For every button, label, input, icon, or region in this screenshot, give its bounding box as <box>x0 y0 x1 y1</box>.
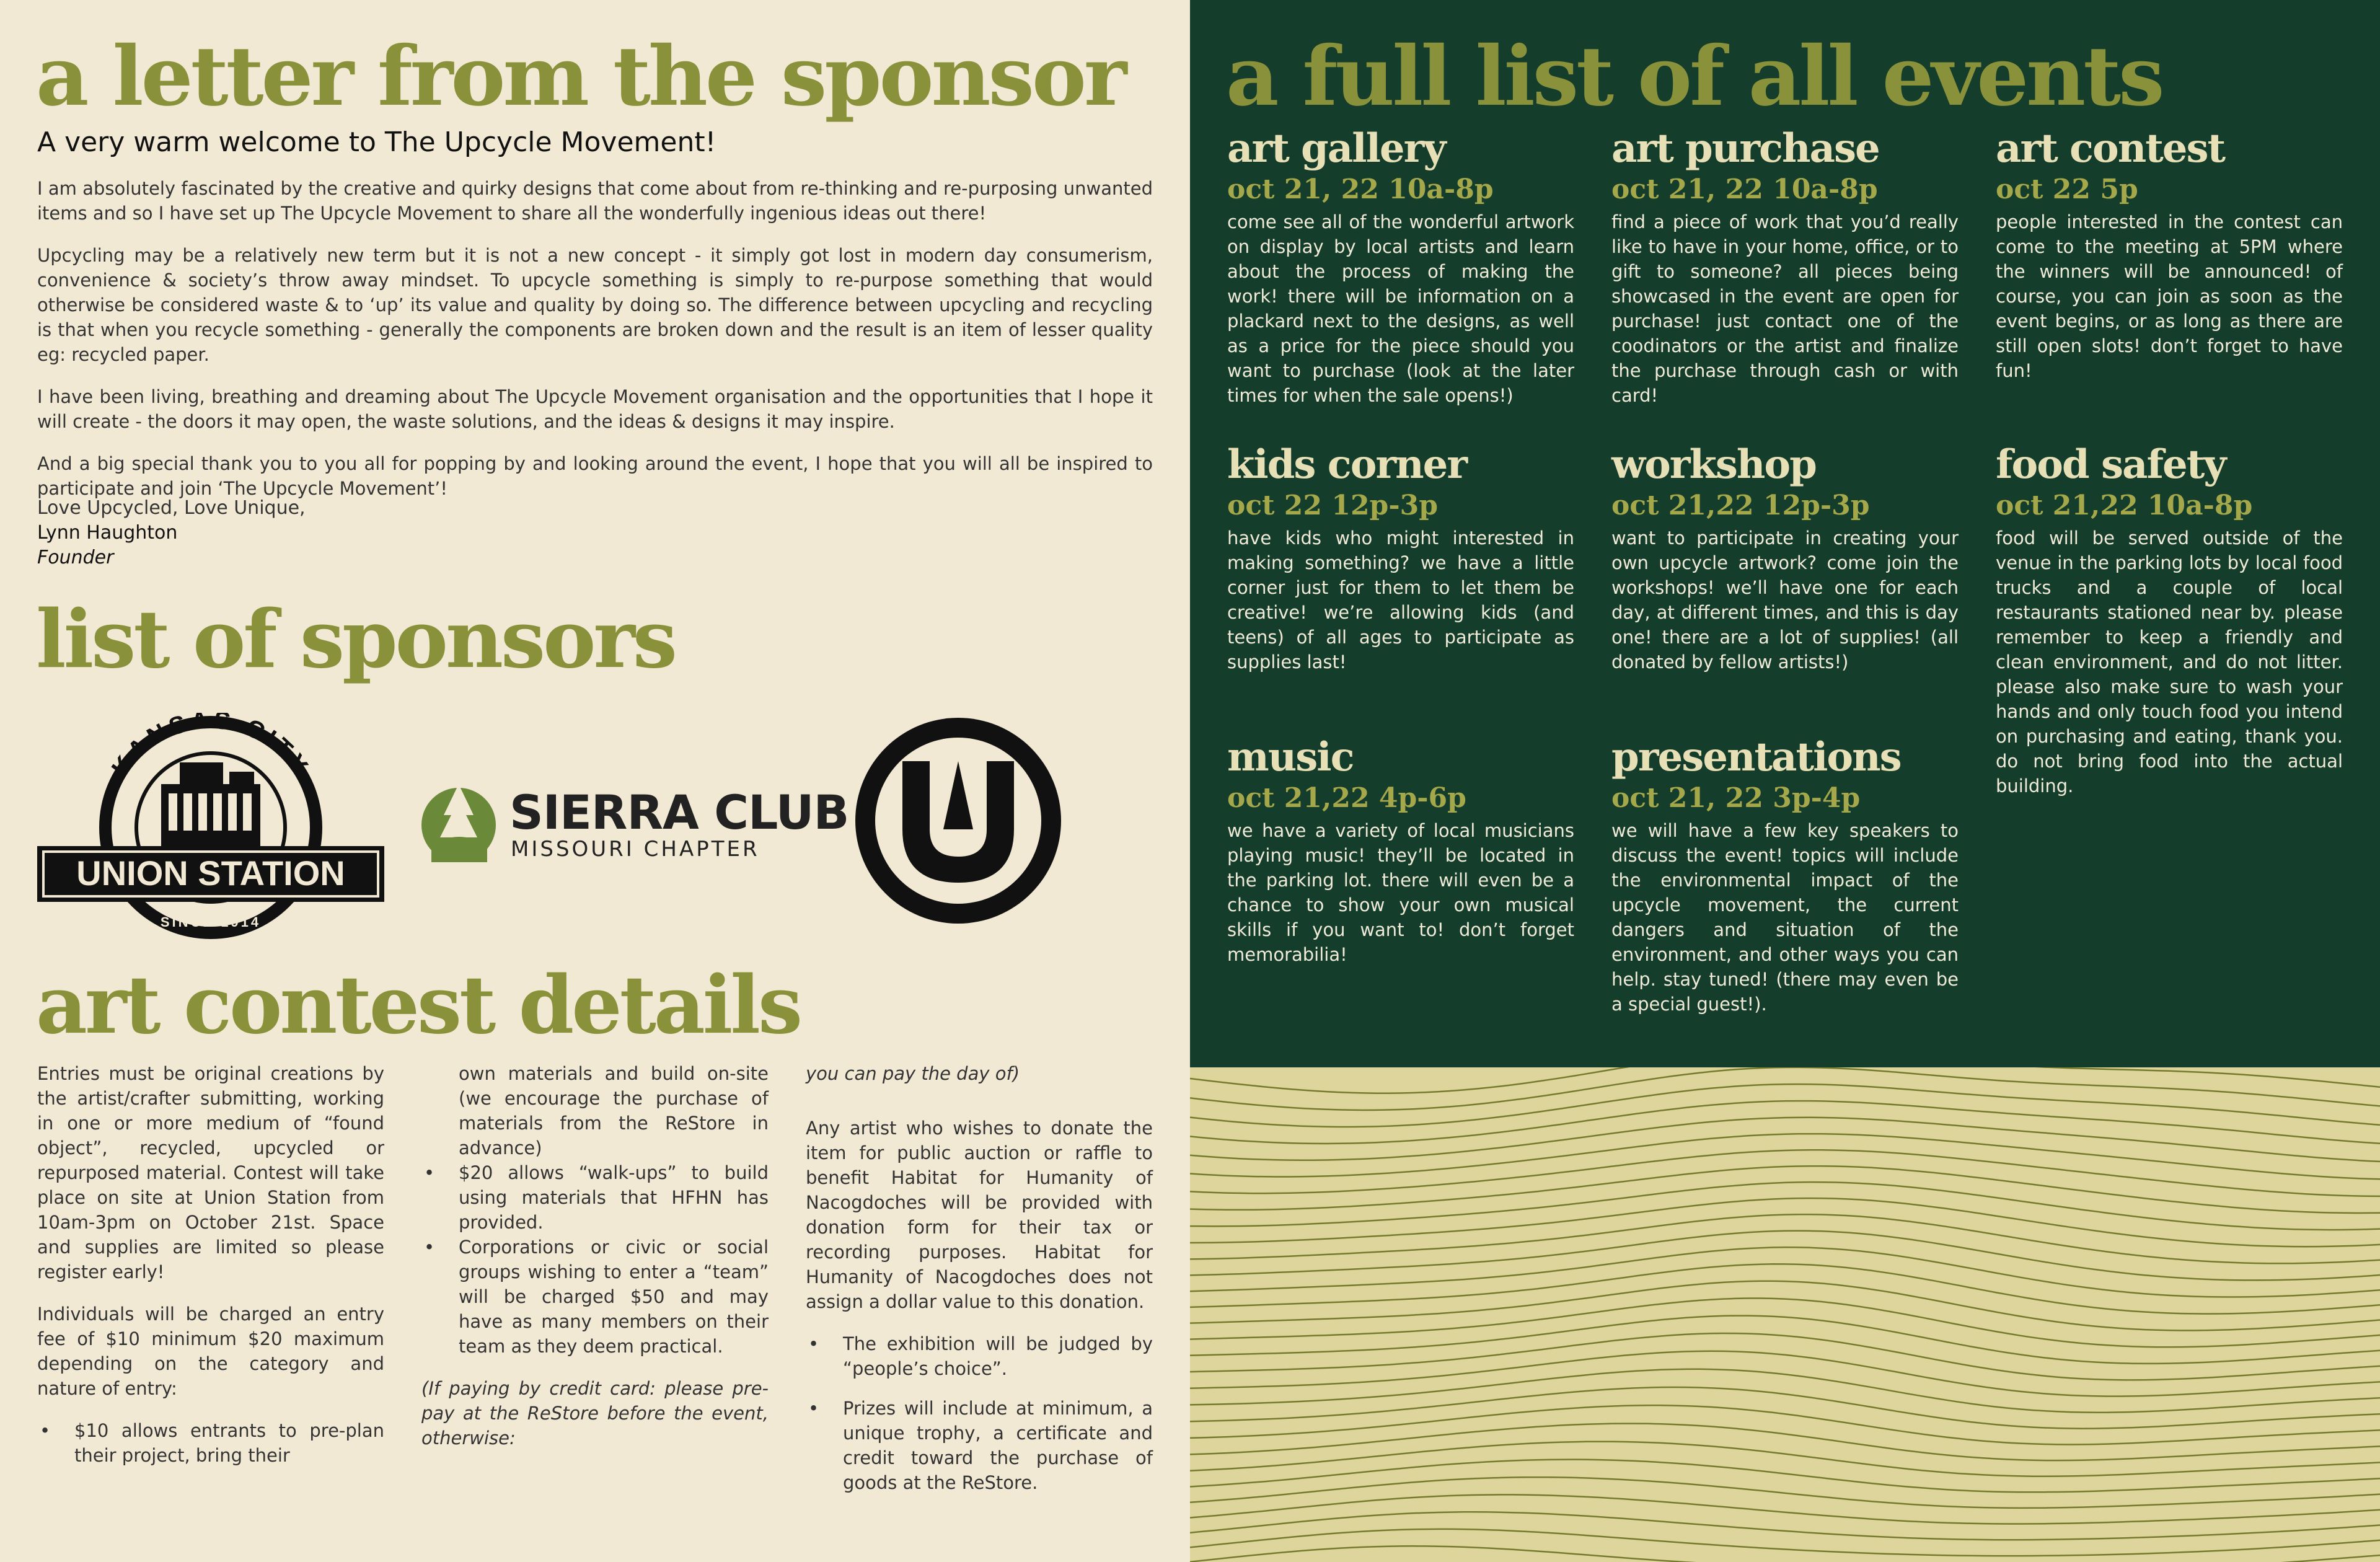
events-heading: a full list of all events <box>1226 29 2162 125</box>
wave-line <box>1190 1424 2380 1461</box>
upcycle-u-icon <box>855 697 1061 945</box>
event-description: we have a variety of local musicians playing music! they’ll be located in the parking lot. there will even be a chance to show your own musical skills if you want to! don’t forget memorabilia! <box>1227 820 1574 965</box>
event-description: come see all of the wonderful artwork on display by local artists and learn about the process of making the work! there will be information on a plackard next to the designs, as well as a price for the piece should you want to purchase (look at the later times for when the sale opens!) <box>1227 211 1574 406</box>
events-panel <box>1190 0 2380 1067</box>
event-title: kids corner <box>1227 441 1467 488</box>
event-time: oct 22 12p-3p <box>1227 490 1438 521</box>
event-time: oct 21, 22 10a-8p <box>1611 174 1878 205</box>
wave-line <box>1190 1134 2380 1179</box>
sierra-club-name: SIERRA CLUB <box>509 785 849 840</box>
letter-paragraph: I have been living, breathing and dreaming about The Upcycle Movement organisation and the opportunities that I hope it will create - the doors it may open, the waste solutions, and the ideas & designs it may inspire. <box>37 386 1153 432</box>
contest-paragraph: Entries must be original creations by the artist/crafter submitting, working in one or more medium of “found object”, recycled, upcycled or repurposed material. Contest will take place on site at Union Station from 10am-3pm on October 21st. Space and supplies are limited so please register early! <box>37 1063 384 1282</box>
letter-paragraph: And a big special thank you to you all for popping by and looking around the event, I hope that you will all be inspired to participate and join ‘The Upcycle Movement’! <box>37 453 1153 499</box>
welcome-text: A very warm welcome to The Upcycle Movement! <box>37 126 716 158</box>
wave-line <box>1190 1264 2380 1313</box>
event-description: food will be served outside of the venue in the parking lots by local food trucks and a couple of local restaurants stationed near by. please remember to keep a friendly and clean environment, and do not litter. please also make sure to wash your hands and only touch food you intend on purchasing and eating, thank you. do not bring food into the actual building. <box>1996 527 2343 796</box>
letter-heading: a letter from the sponsor <box>36 29 1125 125</box>
wave-line <box>1190 1247 2380 1297</box>
event-description: people interested in the contest can come to the meeting at 5PM where the winners will be announced! of course, you can join as soon as the event begins, or as long as there are still open slots! don’t forget to have fun! <box>1996 211 2343 381</box>
wave-line <box>1190 1546 2380 1562</box>
event-title: music <box>1227 734 1354 780</box>
contest-bullet: • Prizes will include at minimum, a unique trophy, a certificate and credit toward the purchase of goods at the ReStore. <box>806 1396 1153 1495</box>
contest-bullet-list <box>806 1331 1153 1495</box>
union-station-banner: UNION STATION <box>76 854 345 893</box>
contest-column-2 <box>421 1061 769 1468</box>
wave-line <box>1190 1333 2380 1380</box>
event-time: oct 22 5p <box>1996 174 2138 205</box>
event-title: art contest <box>1996 125 2225 172</box>
wave-line <box>1190 1214 2380 1263</box>
sierra-club-chapter: MISSOURI CHAPTER <box>511 837 760 862</box>
event-card <box>1227 126 1574 408</box>
sponsors-heading: list of sponsors <box>36 593 675 686</box>
wave-line <box>1190 1150 2380 1196</box>
contest-bullet: • $10 allows entrants to pre-plan their project, bring their <box>37 1418 384 1468</box>
letter-body <box>37 176 1153 518</box>
event-card <box>1611 735 1959 1017</box>
letter-paragraph: I am absolutely fascinated by the creative and quirky designs that come about from re-thinking and re-purposing unwanted items and so I have set up The Upcycle Movement to share all the wonderfully ingenious ideas out there! <box>37 178 1153 224</box>
event-description: have kids who might interested in making something? we have a little corner just for them to let them be creative! we’re allowing kids (and teens) of all ages to participate as supplies last! <box>1227 527 1574 673</box>
wave-line <box>1190 1494 2380 1524</box>
signoff-line: Love Upcycled, Love Unique, <box>37 497 306 519</box>
event-time: oct 21,22 4p-6p <box>1227 782 1466 814</box>
event-title: art purchase <box>1611 125 1879 172</box>
contest-bullet: • Corporations or civic or social groups wishing to enter a “team” will be charged $50 and may have as many members on their team as they deem practical. <box>421 1235 769 1359</box>
contest-payment-note-cont: you can pay the day of) <box>806 1063 1020 1084</box>
wave-line <box>1190 1369 2380 1413</box>
wave-line <box>1190 1281 2380 1331</box>
event-time: oct 21, 22 10a-8p <box>1227 174 1494 205</box>
event-card <box>1996 126 2343 383</box>
contest-paragraph: Any artist who wishes to donate the item for public auction or raffle to benefit Habitat for Humanity of Nacogdoches will be provided with donation form for their tax or recording purposes. Habitat for Humanity of Nacogdoches does not assign a dollar value to this donation. <box>806 1118 1153 1312</box>
contest-bullet: • The exhibition will be judged by “people’s choice”. <box>806 1331 1153 1381</box>
wave-line <box>1190 1405 2380 1444</box>
contest-heading: art contest details <box>36 959 801 1052</box>
wave-line <box>1190 1067 2380 1093</box>
union-station-logo <box>37 713 384 942</box>
wave-line <box>1190 1067 2380 1110</box>
event-time: oct 21,22 10a-8p <box>1996 490 2253 521</box>
letter-paragraph: Upcycling may be a relatively new term but it is not a new concept - it simply got lost in modern day consumerism, convenience & society’s throw away mindset. To upcycle something is simply to re-purpose something that would otherwise be considered waste & to ‘up’ its value and quality by doing so. The difference between upcycling and recycling is that when you recycle something - generally the components are broken down and the result is an item of lesser quality eg: recycled paper. <box>37 245 1153 365</box>
event-title: art gallery <box>1227 125 1445 172</box>
wave-line <box>1190 1512 2380 1540</box>
contest-column-3 <box>806 1061 1153 1510</box>
wave-pattern-panel <box>1190 1067 2380 1562</box>
event-time: oct 21,22 12p-3p <box>1611 490 1870 521</box>
event-card <box>1227 735 1574 967</box>
upcycle-logo <box>855 697 1061 945</box>
event-description: want to participate in creating your own upcycle artwork? come join the workshops! we’ll have one for each day, at different times, and this is day one! there are a lot of supplies! (all donated by fellow artists!) <box>1611 527 1959 673</box>
event-title: presentations <box>1611 734 1901 780</box>
signer-role: Founder <box>37 547 114 568</box>
sierra-club-tree-icon <box>419 778 506 865</box>
union-station-emblem <box>37 713 384 942</box>
event-card <box>1611 126 1959 408</box>
contest-payment-note: (If paying by credit card: please pre-pay at the ReStore before the event, otherwise: <box>421 1378 769 1449</box>
signer-name: Lynn Haughton <box>37 522 178 544</box>
wave-line <box>1190 1529 2380 1556</box>
event-card <box>1611 443 1959 674</box>
wave-line <box>1190 1231 2380 1281</box>
event-title: workshop <box>1611 441 1816 488</box>
contest-column-1 <box>37 1061 384 1483</box>
union-station-arc-text: KANSAS CITY <box>106 713 315 782</box>
event-description: find a piece of work that you’d really like to have in your home, office, or to gift to someone? all pieces being showcased in the event are open for purchase! just contact one of the coodinators or the artist and finalize the purchase through cash or with card! <box>1611 211 1959 406</box>
signoff <box>37 496 306 570</box>
wave-lines-decoration <box>1190 1067 2380 1562</box>
wave-line <box>1190 1477 2380 1508</box>
contest-bullet-list <box>37 1418 384 1468</box>
event-card <box>1996 443 2343 798</box>
wave-line <box>1190 1316 2380 1364</box>
wave-line <box>1190 1101 2380 1144</box>
wave-line <box>1190 1118 2380 1162</box>
sierra-club-logo <box>419 778 849 865</box>
event-card <box>1227 443 1574 674</box>
event-title: food safety <box>1996 441 2226 488</box>
event-description: we will have a few key speakers to discuss the event! topics will include the environmental impact of the upcycle movement, the current dangers and situation of the environment, and other ways you can help. stay tuned! (there may even be a special guest!). <box>1611 820 1959 1015</box>
contest-bullet: • $20 allows “walk-ups” to build using materials that HFHN has provided. <box>421 1160 769 1235</box>
wave-line <box>1190 1460 2380 1493</box>
wave-line <box>1190 1299 2380 1348</box>
event-time: oct 21, 22 3p-4p <box>1611 782 1861 814</box>
contest-paragraph: Individuals will be charged an entry fee of $10 minimum $20 maximum depending on the category and nature of entry: <box>37 1304 384 1399</box>
contest-continuation: own materials and build on-site (we encourage the purchase of materials from the ReStore in advance) <box>459 1063 769 1158</box>
contest-bullet-list <box>421 1160 769 1359</box>
union-station-since: SINCE 1914 <box>160 914 262 930</box>
